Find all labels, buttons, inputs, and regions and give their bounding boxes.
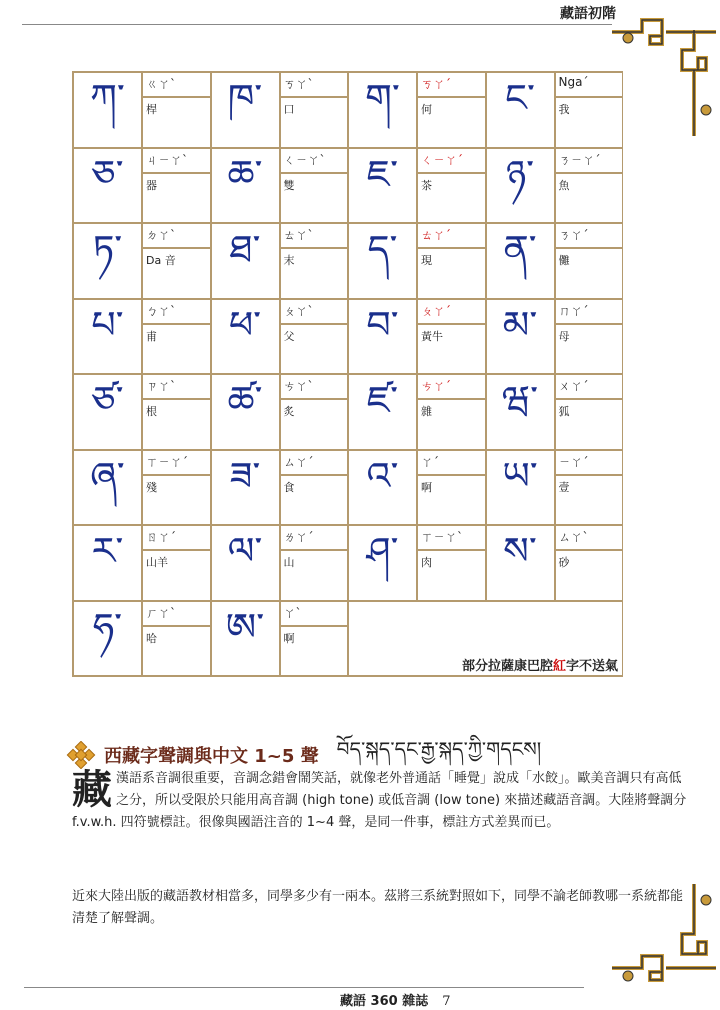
zhuyin-reading: ㄊㄚˊ — [417, 223, 486, 248]
tibetan-letter: ཨ་ — [211, 601, 280, 677]
note-suffix: 字不送氣 — [565, 659, 618, 674]
zhuyin-reading: ㄘㄚˊ — [417, 374, 486, 399]
chinese-meaning: 桿 — [142, 97, 211, 148]
footer-label: 藏語 360 雜誌 — [340, 994, 429, 1009]
tibetan-letter: ཧ་ — [73, 601, 142, 677]
tibetan-consonant-table — [72, 71, 623, 677]
note-prefix: 部分拉薩康巴腔 — [461, 659, 553, 674]
zhuyin-reading: ㄆㄚˋ — [280, 299, 349, 324]
zhuyin-reading: ㄎㄚˊ — [417, 72, 486, 97]
tibetan-letter: ཉ་ — [486, 148, 555, 224]
chinese-meaning: 肉 — [417, 550, 486, 601]
header-rule — [22, 24, 612, 25]
chinese-meaning: 山羊 — [142, 550, 211, 601]
tibetan-letter: འ་ — [348, 450, 417, 526]
chinese-meaning: 殘 — [142, 475, 211, 526]
tibetan-letter: མ་ — [486, 299, 555, 375]
tibetan-letter: ཏ་ — [73, 223, 142, 299]
chinese-meaning: 現 — [417, 248, 486, 299]
section-title: 西藏字聲調與中文 1~5 聲 — [104, 746, 319, 767]
zhuyin-reading: ㄊㄚˋ — [280, 223, 349, 248]
zhuyin-reading: ㄏㄚˋ — [142, 601, 211, 626]
zhuyin-reading: ㄋㄚˊ — [555, 223, 624, 248]
tibetan-letter: ཐ་ — [211, 223, 280, 299]
zhuyin-reading: ㄙㄚˊ — [280, 450, 349, 475]
chinese-meaning: 魚 — [555, 173, 624, 224]
chinese-meaning: 器 — [142, 173, 211, 224]
tibetan-letter: ཚ་ — [211, 374, 280, 450]
zhuyin-reading: ㄧㄚˊ — [555, 450, 624, 475]
chinese-meaning: 食 — [280, 475, 349, 526]
chinese-meaning: 母 — [555, 324, 624, 375]
tibetan-letter: ས་ — [486, 525, 555, 601]
chinese-meaning: 雙 — [280, 173, 349, 224]
tibetan-letter: ཡ་ — [486, 450, 555, 526]
tibetan-letter: ག་ — [348, 72, 417, 148]
zhuyin-reading: ㄋㄧㄚˊ — [555, 148, 624, 173]
tibetan-letter: ར་ — [73, 525, 142, 601]
zhuyin-reading: ㄘㄚˋ — [280, 374, 349, 399]
chinese-meaning: 甫 — [142, 324, 211, 375]
tibetan-letter: ཇ་ — [348, 148, 417, 224]
tibetan-letter: པ་ — [73, 299, 142, 375]
zhuyin-reading: Ngaˊ — [555, 72, 624, 97]
tibetan-letter: ཁ་ — [211, 72, 280, 148]
zhuyin-reading: ㄚˋ — [280, 601, 349, 626]
tibetan-letter: ཝ་ — [486, 374, 555, 450]
zhuyin-reading: ㄑㄧㄚˊ — [417, 148, 486, 173]
tibetan-letter: ཟ་ — [211, 450, 280, 526]
paragraph-systems: 近來大陸出版的藏語教材相當多，同學多少有一兩本。茲將三系統對照如下，同學不論老師教哪一系統都能清楚了解聲調。 — [72, 889, 684, 926]
paragraph-tones-text: 漢語系音調很重要，音調念錯會鬧笑話，就像老外普通話「睡覺」說成「水餃」。歐美音調只有高低之分，所以受限於只能用高音調 (high tone) 或低音調 (low tone) 來描述藏語音調。大陸將聲調分 f.v.w.h. 四符號標註。很像與國語注音的 1~4 聲，是同一件事，標註方式差異而已。 — [72, 771, 687, 830]
tibetan-letter: ཤ་ — [348, 525, 417, 601]
zhuyin-reading: ㄒㄧㄚˊ — [142, 450, 211, 475]
zhuyin-reading: ㄗㄚˋ — [142, 374, 211, 399]
chinese-meaning: 儺 — [555, 248, 624, 299]
zhuyin-reading: ㄇㄚˊ — [555, 299, 624, 324]
chinese-meaning: 炙 — [280, 399, 349, 450]
chinese-meaning: 壹 — [555, 475, 624, 526]
chinese-meaning: Da 音 — [142, 248, 211, 299]
chinese-meaning: 哈 — [142, 626, 211, 677]
zhuyin-reading: ㄌㄚˊ — [280, 525, 349, 550]
chinese-meaning: 末 — [280, 248, 349, 299]
tibetan-letter: ཞ་ — [73, 450, 142, 526]
chinese-meaning: 雜 — [417, 399, 486, 450]
zhuyin-reading: ㄨㄚˊ — [555, 374, 624, 399]
chinese-meaning: 啊 — [417, 475, 486, 526]
table-note — [462, 655, 618, 674]
zhuyin-reading: ㄍㄚˋ — [142, 72, 211, 97]
chinese-meaning: 山 — [280, 550, 349, 601]
chinese-meaning: 砂 — [555, 550, 624, 601]
tibetan-letter: ན་ — [486, 223, 555, 299]
note-red-word: 紅 — [552, 659, 566, 674]
section-tibetan-title: བོད་སྐད་དང་རྒྱ་སྐད་ཀྱི་གདངས། — [336, 737, 542, 761]
tibetan-letter: ཆ་ — [211, 148, 280, 224]
tibetan-letter: ང་ — [486, 72, 555, 148]
zhuyin-reading: ㄖㄚˊ — [142, 525, 211, 550]
corner-ornament-icon — [608, 10, 720, 140]
tibetan-letter: ལ་ — [211, 525, 280, 601]
zhuyin-reading: ㄙㄚˋ — [555, 525, 624, 550]
dropcap: 藏 — [72, 766, 112, 813]
tibetan-letter: ད་ — [348, 223, 417, 299]
header-title: 藏語初階 — [560, 6, 616, 22]
zhuyin-reading: ㄐㄧㄚˋ — [142, 148, 211, 173]
tibetan-letter: ཀ་ — [73, 72, 142, 148]
footer-rule — [24, 987, 584, 988]
tibetan-letter: བ་ — [348, 299, 417, 375]
tibetan-letter: ཅ་ — [73, 148, 142, 224]
footer — [340, 990, 450, 1009]
zhuyin-reading: ㄎㄚˋ — [280, 72, 349, 97]
tibetan-letter: ཛ་ — [348, 374, 417, 450]
chinese-meaning: 根 — [142, 399, 211, 450]
chinese-meaning: 父 — [280, 324, 349, 375]
zhuyin-reading: ㄆㄚˊ — [417, 299, 486, 324]
chinese-meaning: 何 — [417, 97, 486, 148]
zhuyin-reading: ㄑㄧㄚˋ — [280, 148, 349, 173]
chinese-meaning: 口 — [280, 97, 349, 148]
chinese-meaning: 黃牛 — [417, 324, 486, 375]
zhuyin-reading: ㄉㄚˋ — [142, 223, 211, 248]
chinese-meaning: 我 — [555, 97, 624, 148]
paragraph-tones — [72, 768, 692, 834]
endless-knot-icon — [64, 741, 98, 769]
zhuyin-reading: ㄅㄚˋ — [142, 299, 211, 324]
tibetan-letter: ཕ་ — [211, 299, 280, 375]
zhuyin-reading: ㄚˊ — [417, 450, 486, 475]
zhuyin-reading: ㄒㄧㄚˋ — [417, 525, 486, 550]
chinese-meaning: 狐 — [555, 399, 624, 450]
tibetan-letter: ཙ་ — [73, 374, 142, 450]
chinese-meaning: 茶 — [417, 173, 486, 224]
chinese-meaning: 啊 — [280, 626, 349, 677]
page-number: 7 — [442, 994, 451, 1009]
